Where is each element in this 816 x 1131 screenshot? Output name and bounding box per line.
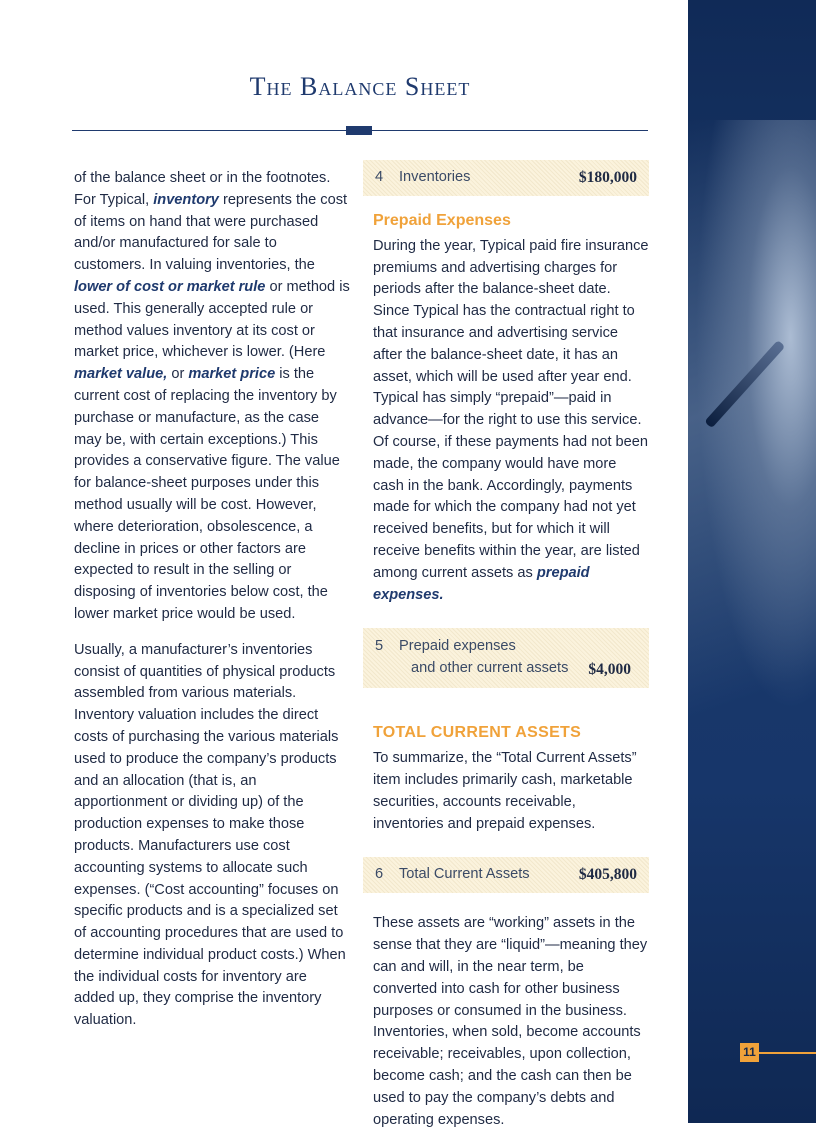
term-market-value: market value, <box>74 366 168 383</box>
term-lower-of-cost: lower of cost or market rule <box>74 278 266 295</box>
text-segment: or <box>167 366 189 383</box>
line-label: Inventories <box>399 169 471 186</box>
line-number: 4 <box>375 169 384 186</box>
decorative-photo <box>688 120 816 740</box>
line-amount: $4,000 <box>588 661 631 679</box>
line-amount: $405,800 <box>578 866 637 884</box>
text-segment: represents the cost of items on hand that were purchased and/or manufactured for sale to customers. In valuing inventories, the <box>74 191 348 274</box>
text-segment: of the balance sheet or in the footnotes. For Typical, <box>74 170 331 208</box>
text-segment: or method is used. This generally accepted rule or method values inventory at its cost or market price, whichever is lower. (Here <box>74 278 350 361</box>
line-number: 5 <box>375 638 384 655</box>
title-divider-ornament <box>346 126 372 135</box>
decorative-side-band <box>688 0 816 1123</box>
right-column <box>363 160 649 1131</box>
line-label-continued: and other current assets <box>411 660 569 677</box>
page-number: 11 <box>740 1043 759 1062</box>
line-label: Prepaid expenses <box>399 638 516 655</box>
line-label: Total Current Assets <box>399 866 530 883</box>
paragraph-total-current-assets: To summarize, the “Total Current Assets” item includes primarily cash, marketable securities, accounts receivable, inventories and prepaid expenses. <box>373 750 637 832</box>
paragraph-inventory-valuation <box>74 168 350 626</box>
paragraph-manufacturer-inventories: Usually, a manufacturer’s inventories consist of quantities of physical products assembled from various materials. Inventory valuation includes the direct costs of purchasing the various materials used to produce the company’s products and an allocation (that is, an apportionment or dividing up) of the production expenses to make those products. Manufacturers use cost accounting systems to allocate such expenses. (“Cost accounting” focuses on specific products and is a specialized set of accounting procedures that are used to determine individual product costs.) When the individual costs for inventory are added up, they comprise the inventory valuation. <box>74 641 346 1029</box>
page-title: The Balance Sheet <box>249 72 471 101</box>
line-amount: $180,000 <box>578 169 637 187</box>
paragraph-prepaid-expenses <box>373 236 649 607</box>
text-segment: During the year, Typical paid fire insurance premiums and advertising charges for periods after the balance-sheet date. Since Typical has the contractual right to that insurance and advertising service after the balance-sheet date, it has an asset, which will be used after year end. Typical has simply “prepaid”—paid in advance—for the right to use this service. Of course, if these payments had not been made, the company would have more cash in the bank. Accordingly, payments made for which the company had not yet received benefits, but for which it will receive benefits within the year, are listed among current assets as <box>373 237 649 581</box>
line-item-prepaid-expenses <box>363 628 649 688</box>
line-item-total-current-assets <box>363 857 649 893</box>
heading-total-current-assets: TOTAL CURRENT ASSETS <box>373 724 582 742</box>
left-column <box>74 168 350 1046</box>
page-number-rule <box>759 1052 816 1054</box>
paragraph-working-assets: These assets are “working” assets in the sense that they are “liquid”—meaning they can and will, in the near term, be converted into cash for other business purposes or consumed in the business. Inventories, when sold, become accounts receivable; receivables, upon collection, become cash; and the cash can then be used to pay the company’s debts and operating expenses. <box>373 915 648 1128</box>
term-prepaid-expenses: prepaid expenses. <box>373 564 590 603</box>
line-number: 6 <box>375 866 384 883</box>
text-segment: is the current cost of replacing the inventory by purchase or manufacture, as the case may be, with certain exceptions.) This provides a conservative figure. The value for balance-sheet purposes under this method usually will be cost. However, where deterioration, obsolescence, a decline in prices or other factors are expected to result in the selling or disposing of inventories below cost, the lower market price would be used. <box>74 366 340 622</box>
line-item-inventories <box>363 160 649 196</box>
term-inventory: inventory <box>153 191 219 208</box>
heading-prepaid-expenses: Prepaid Expenses <box>373 212 511 229</box>
term-market-price: market price <box>188 366 276 383</box>
